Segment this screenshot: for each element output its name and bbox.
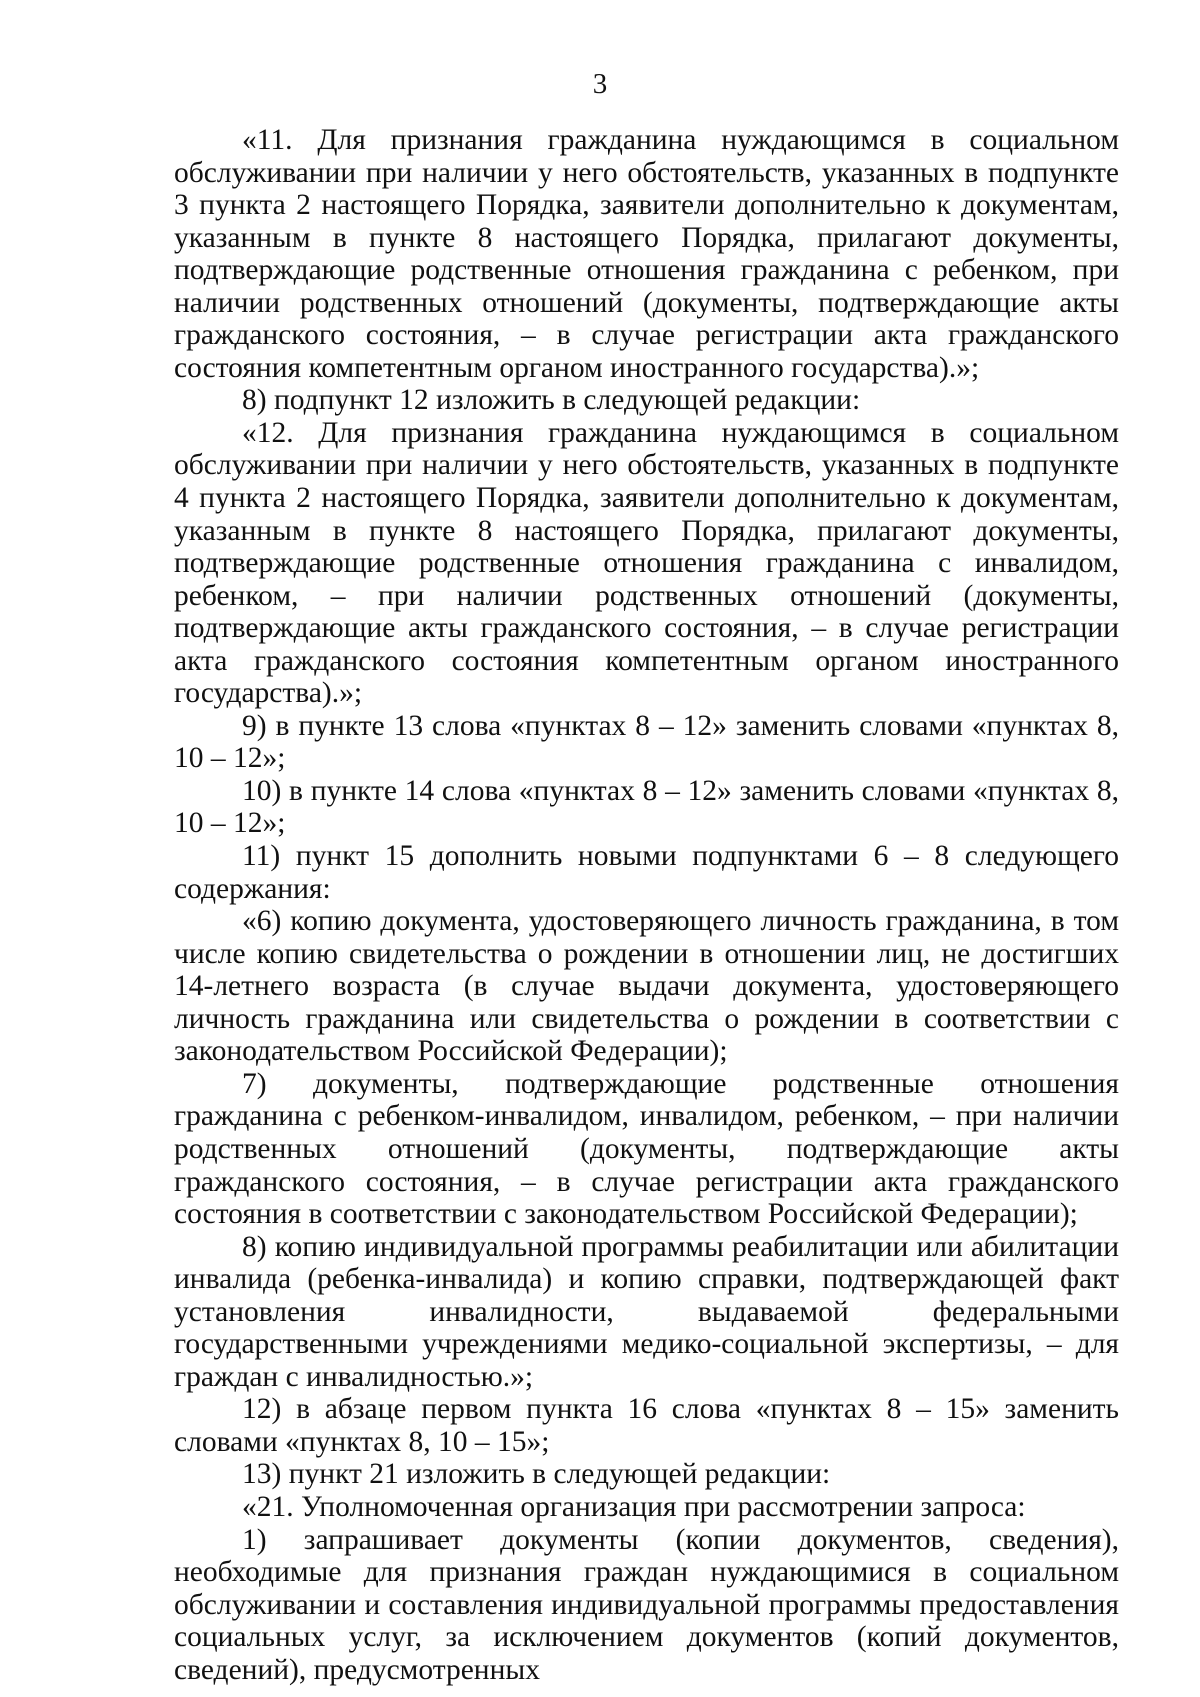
amendment-item-9: 9) в пункте 13 слова «пунктах 8 – 12» заменить словами «пунктах 8, 10 – 12»; [174,709,1119,775]
subparagraph-8: 8) копию индивидуальной программы реабилитации или абилитации инвалида (ребенка-инвалида) и копию справки, подтверждающей факт установления инвалидности, выдаваемой федеральными государственными учреждениями медико-социальной экспертизы, – для граждан с инвалидностью.»; [174,1230,1119,1393]
amendment-item-11: 11) пункт 15 дополнить новыми подпунктами 6 – 8 следующего содержания: [174,840,1119,905]
amendment-item-12: 12) в абзаце первом пункта 16 слова «пунктах 8 – 15» заменить словами «пунктах 8, 10 – 15»; [174,1393,1119,1458]
amendment-item-10: 10) в пункте 14 слова «пунктах 8 – 12» заменить словами «пунктах 8, 10 – 12»; [174,774,1119,840]
amendment-item-13: 13) пункт 21 изложить в следующей редакции: [242,1458,831,1491]
page-number: 3 [592,68,608,100]
paragraph-12: «12. Для признания гражданина нуждающимся в социальном обслуживании при наличии у него обстоятельств, указанных в подпункте 4 пункта 2 настоящего Порядка, заявители дополнительно к документам, указанным в пункте 8 настоящего Порядка, прилагают документы, подтверждающие родственные отношения гражданина с инвалидом, ребенком, – при наличии родственных отношений (документы, подтверждающие акты гражданского состояния, – в случае регистрации акта гражданского состояния компетентным органом иностранного государства).»; [174,416,1119,710]
document-body [174,124,1119,1686]
paragraph-21: «21. Уполномоченная организация при рассмотрении запроса: [242,1490,1026,1523]
subparagraph-6: «6) копию документа, удостоверяющего личность гражданина, в том числе копию свидетельства о рождении в отношении лиц, не достигших 14-летнего возраста (в случае выдачи документа, удостоверяющего личность гражданина или свидетельства о рождении в соответствии с законодательством Российской Федерации); [174,905,1119,1068]
amendment-item-8: 8) подпункт 12 изложить в следующей редакции: [242,384,861,417]
paragraph-21-item-1: 1) запрашивает документы (копии документов, сведения), необходимые для признания граждан нуждающимися в социальном обслуживании и составления индивидуальной программы предоставления социальных услуг, за исключением документов (копий документов, сведений), предусмотренных [174,1523,1119,1686]
paragraph-11: «11. Для признания гражданина нуждающимся в социальном обслуживании при наличии у него обстоятельств, указанных в подпункте 3 пункта 2 настоящего Порядка, заявители дополнительно к документам, указанным в пункте 8 настоящего Порядка, прилагают документы, подтверждающие родственные отношения гражданина с ребенком, при наличии родственных отношений (документы, подтверждающие акты гражданского состояния, – в случае регистрации акта гражданского состояния компетентным органом иностранного государства).»; [174,124,1119,384]
subparagraph-7: 7) документы, подтверждающие родственные отношения гражданина с ребенком-инвалидом, инвалидом, ребенком, – при наличии родственных отношений (документы, подтверждающие акты гражданского состояния, – в случае регистрации акта гражданского состояния в соответствии с законодательством Российской Федерации); [174,1067,1119,1231]
